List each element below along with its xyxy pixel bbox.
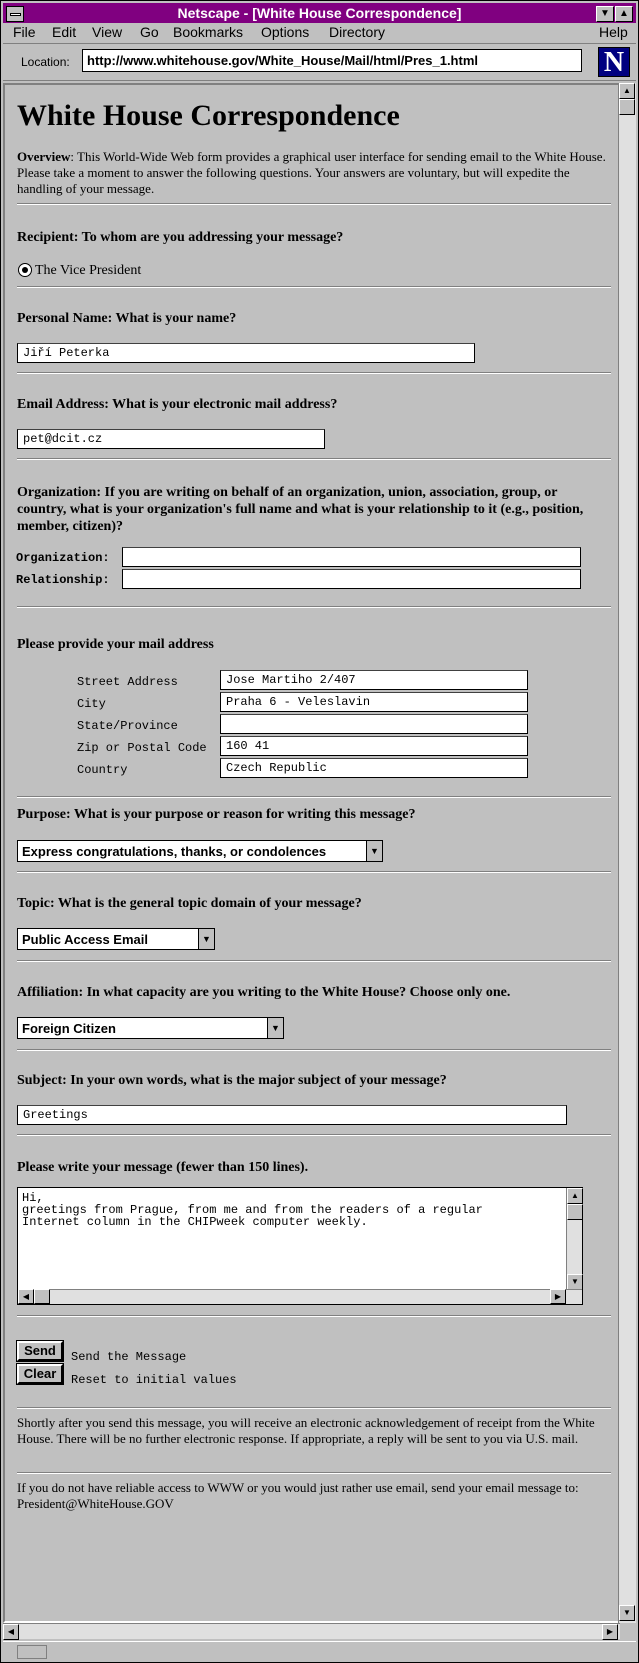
message-question: Please write your message (fewer than 150 lines). — [17, 1160, 309, 1175]
email-input[interactable]: pet@dcit.cz — [17, 429, 325, 449]
menu-help[interactable]: Help — [599, 24, 628, 40]
divider — [17, 1315, 611, 1317]
message-text: Hi, greetings from Prague, from me and from the readers of a regular Internet column in the CHIPweek computer weekly. — [22, 1191, 483, 1229]
page-title: White House Correspondence — [17, 99, 400, 132]
name-input[interactable]: Jiří Peterka — [17, 343, 475, 363]
divider — [17, 1472, 611, 1474]
city-input[interactable]: Praha 6 - Veleslavin — [220, 692, 528, 712]
state-label: State/Province — [77, 719, 178, 733]
purpose-question: Purpose: What is your purpose or reason for writing this message? — [17, 807, 416, 822]
city-label: City — [77, 697, 106, 711]
divider — [17, 286, 611, 288]
security-key-icon — [17, 1645, 47, 1659]
menu-go[interactable]: Go — [140, 24, 159, 40]
scroll-thumb[interactable] — [619, 99, 635, 115]
affiliation-question: Affiliation: In what capacity are you writing to the White House? Choose only one. — [17, 985, 511, 1000]
state-input[interactable] — [220, 714, 528, 734]
acknowledgement-text: Shortly after you send this message, you will receive an electronic acknowledgement of receipt from the White House. There will be no further electronic response. If appropriate, a reply will be sent to you via U.S. mail. — [17, 1415, 595, 1446]
textarea-vertical-scrollbar[interactable] — [566, 1188, 582, 1290]
scroll-down-icon[interactable]: ▼ — [567, 1274, 583, 1290]
location-label: Location: — [21, 55, 70, 69]
organization-input[interactable] — [122, 547, 581, 567]
status-bar — [3, 1641, 636, 1661]
menu-file[interactable]: File — [13, 24, 36, 40]
message-textarea[interactable] — [17, 1187, 583, 1305]
street-label: Street Address — [77, 675, 178, 689]
name-question: Personal Name: What is your name? — [17, 311, 237, 326]
recipient-radio[interactable] — [18, 263, 32, 277]
scroll-thumb[interactable] — [34, 1289, 50, 1304]
zip-input[interactable]: 160 41 — [220, 736, 528, 756]
menu-bookmarks[interactable]: Bookmarks — [173, 24, 244, 40]
organization-question: Organization: If you are writing on behalf of an organization, union, association, group, or country, what is your organization's full name and what is your relationship to it (e.g., position, member, citizen)? — [17, 485, 584, 534]
scroll-left-icon[interactable]: ◀ — [3, 1624, 19, 1640]
scroll-right-icon[interactable]: ▶ — [602, 1624, 618, 1640]
street-input[interactable]: Jose Martiho 2/407 — [220, 670, 528, 690]
country-input[interactable]: Czech Republic — [220, 758, 528, 778]
textarea-horizontal-scrollbar[interactable] — [18, 1289, 582, 1304]
menu-directory[interactable]: Directory — [329, 24, 386, 40]
location-bar — [3, 43, 636, 81]
minimize-button[interactable]: ▼ — [596, 6, 614, 22]
divider — [17, 871, 611, 873]
title-bar[interactable] — [3, 3, 636, 23]
divider — [17, 1134, 611, 1136]
relationship-input[interactable] — [122, 569, 581, 589]
divider — [17, 372, 611, 374]
menu-edit[interactable]: Edit — [52, 24, 77, 40]
topic-select[interactable]: Public Access Email ▼ — [17, 928, 215, 950]
divider — [17, 606, 611, 608]
maximize-button[interactable]: ▲ — [615, 6, 633, 22]
divider — [17, 1049, 611, 1051]
scroll-thumb[interactable] — [567, 1204, 583, 1220]
recipient-option-label: The Vice President — [35, 263, 142, 278]
divider — [17, 458, 611, 460]
chevron-down-icon[interactable]: ▼ — [267, 1018, 283, 1038]
scroll-left-icon[interactable]: ◀ — [18, 1289, 34, 1304]
menu-options[interactable]: Options — [261, 24, 310, 40]
divider — [17, 960, 611, 962]
overview-text: Overview: This World-Wide Web form provides a graphical user interface for sending email to the White House. Please take a moment to answer the following questions. Your answers are voluntary, but will expedite the handling of your message. — [17, 149, 606, 196]
clear-button[interactable]: Clear — [17, 1364, 63, 1384]
email-question: Email Address: What is your electronic mail address? — [17, 397, 338, 412]
scroll-down-icon[interactable]: ▼ — [619, 1605, 635, 1621]
scroll-right-icon[interactable]: ▶ — [550, 1289, 566, 1304]
system-menu-icon[interactable] — [6, 6, 24, 22]
subject-input[interactable]: Greetings — [17, 1105, 567, 1125]
zip-label: Zip or Postal Code — [77, 741, 207, 755]
page-content — [3, 83, 620, 1623]
organization-label: Organization: — [16, 551, 110, 565]
country-label: Country — [77, 763, 128, 777]
page-vertical-scrollbar[interactable] — [618, 83, 636, 1623]
divider — [17, 203, 611, 205]
send-button[interactable]: Send — [17, 1341, 63, 1361]
scroll-up-icon[interactable]: ▲ — [567, 1188, 583, 1204]
send-description: Send the Message — [71, 1350, 187, 1364]
purpose-select[interactable]: Express congratulations, thanks, or condolences ▼ — [17, 840, 383, 862]
topic-question: Topic: What is the general topic domain of your message? — [17, 896, 362, 911]
menu-view[interactable]: View — [92, 24, 123, 40]
affiliation-select[interactable]: Foreign Citizen ▼ — [17, 1017, 284, 1039]
netscape-logo-icon[interactable]: N — [598, 47, 630, 77]
chevron-down-icon[interactable]: ▼ — [366, 841, 382, 861]
recipient-question: Recipient: To whom are you addressing your message? — [17, 230, 344, 245]
clear-description: Reset to initial values — [71, 1373, 237, 1387]
divider — [17, 1407, 611, 1409]
chevron-down-icon[interactable]: ▼ — [198, 929, 214, 949]
scroll-up-icon[interactable]: ▲ — [619, 83, 635, 99]
divider — [17, 796, 611, 798]
window-title: Netscape - [White House Correspondence] — [177, 5, 462, 21]
email-alternative-text: If you do not have reliable access to WWW or you would just rather use email, send your email message to: President@WhiteHouse.GOV — [17, 1480, 579, 1511]
url-input[interactable]: http://www.whitehouse.gov/White_House/Mail/html/Pres_1.html — [82, 49, 582, 72]
menu-bar — [3, 23, 636, 43]
mail-address-question: Please provide your mail address — [17, 637, 214, 652]
page-horizontal-scrollbar[interactable] — [3, 1623, 620, 1639]
relationship-label: Relationship: — [16, 573, 110, 587]
subject-question: Subject: In your own words, what is the major subject of your message? — [17, 1073, 447, 1088]
